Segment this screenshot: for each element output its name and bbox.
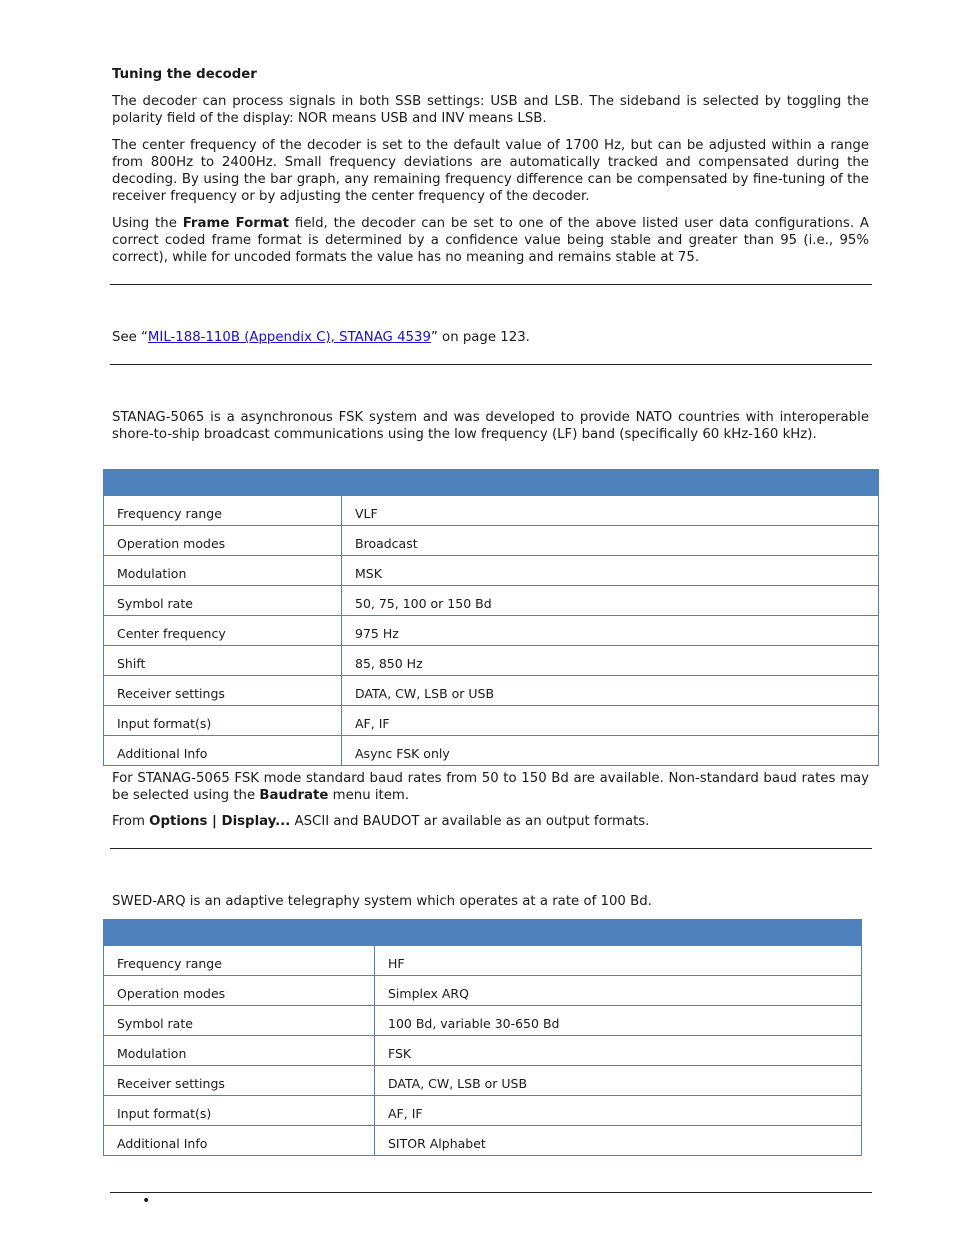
spec-value-cell: FSK [375,1036,862,1066]
options-display-label: Options | Display... [149,814,291,829]
spec-value-cell: Simplex ARQ [375,976,862,1006]
table-row [104,706,879,736]
table-header-row [104,470,879,496]
table-row [104,616,879,646]
stanag-note-text-a: For STANAG-5065 FSK mode standard baud rates from 50 to 150 Bd are available. Non-standard baud rates may be selected using the [112,771,869,803]
spec-label-cell: Frequency range [104,946,375,976]
table-row [104,1096,862,1126]
spec-label-cell: Center frequency [104,616,342,646]
spec-value-cell: AF, IF [375,1096,862,1126]
section-divider [110,364,872,365]
table-row [104,736,879,766]
stanag-intro: STANAG-5065 is a asynchronous FSK system and was developed to provide NATO countries with interoperable shore-to-ship broadcast communications using the low frequency (LF) band (specifically 60 kHz-160 kHz). [112,410,869,442]
spec-label-cell: Operation modes [104,526,342,556]
tuning-paragraph-3 [112,215,869,266]
table-row [104,556,879,586]
table-row [104,1126,862,1156]
table-row [104,1036,862,1066]
table-row [104,526,879,556]
stanag-baudrate-note [112,770,869,804]
table-header-row [104,920,862,946]
stanag-display-note [112,813,869,830]
spec-value-cell: HF [375,946,862,976]
spec-value-cell: SITOR Alphabet [375,1126,862,1156]
spec-label-cell: Modulation [104,556,342,586]
spec-label-cell: Frequency range [104,496,342,526]
spec-label-cell: Receiver settings [104,676,342,706]
tuning-paragraph-1: The decoder can process signals in both SSB settings: USB and LSB. The sideband is selected by toggling the polarity field of the display: NOR means USB and INV means LSB. [112,94,869,126]
table-row [104,586,879,616]
frame-format-label: Frame Format [182,216,289,231]
spec-value-cell: 975 Hz [342,616,879,646]
table-row [104,976,862,1006]
tuning-p3-text-a: Using the [112,216,183,231]
footer-divider [110,1192,872,1193]
table-row [104,646,879,676]
table-row [104,1006,862,1036]
see-prefix: See “ [112,330,148,345]
spec-label-cell: Symbol rate [104,586,342,616]
swed-spec-table [103,919,862,1156]
spec-value-cell: VLF [342,496,879,526]
spec-label-cell: Input format(s) [104,706,342,736]
table-row [104,946,862,976]
tuning-paragraph-2: The center frequency of the decoder is set to the default value of 1700 Hz, but can be adjusted within a range from 800Hz to 2400Hz. Small frequency deviations are automatically tracked and compensated during the decoding. By using the bar graph, any remaining frequency difference can be compensated by fine-tuning of the receiver frequency or by adjusting the center frequency of the decoder. [112,138,869,204]
spec-label-cell: Modulation [104,1036,375,1066]
spec-value-cell: DATA, CW, LSB or USB [375,1066,862,1096]
spec-value-cell: MSK [342,556,879,586]
spec-value-cell: Async FSK only [342,736,879,766]
spec-label-cell: Operation modes [104,976,375,1006]
table-header-cell [104,470,879,496]
stanag-note-text-b: menu item. [328,788,410,803]
swed-intro: SWED-ARQ is an adaptive telegraphy system which operates at a rate of 100 Bd. [112,894,652,909]
cross-reference-link[interactable]: MIL-188-110B (Appendix C), STANAG 4539 [147,330,431,345]
baudrate-menu-label: Baudrate [259,788,329,803]
stanag-spec-table [103,469,879,766]
spec-value-cell: DATA, CW, LSB or USB [342,676,879,706]
spec-value-cell: 85, 850 Hz [342,646,879,676]
spec-label-cell: Shift [104,646,342,676]
table-row [104,496,879,526]
spec-label-cell: Symbol rate [104,1006,375,1036]
display-note-text-b: ASCII and BAUDOT ar available as an output formats. [290,814,650,829]
spec-value-cell: Broadcast [342,526,879,556]
table-row [104,676,879,706]
display-note-text-a: From [112,814,150,829]
footer-bullet: • [142,1193,151,1209]
spec-label-cell: Additional Info [104,736,342,766]
see-suffix: ” on page 123. [430,330,530,345]
spec-value-cell: AF, IF [342,706,879,736]
table-row [104,1066,862,1096]
section-divider [110,284,872,285]
section-divider [110,848,872,849]
spec-value-cell: 100 Bd, variable 30-650 Bd [375,1006,862,1036]
section-heading-tuning: Tuning the decoder [112,67,257,82]
spec-value-cell: 50, 75, 100 or 150 Bd [342,586,879,616]
tuning-p3-text-b: field, the decoder can be set to one of the above listed user data configurations. A correct coded frame format is determined by a confidence value being stable and greater than 95 (i.e., 95% correct), while for uncoded formats the value has no meaning and remains stable at 75. [112,216,870,265]
spec-label-cell: Additional Info [104,1126,375,1156]
spec-label-cell: Receiver settings [104,1066,375,1096]
spec-label-cell: Input format(s) [104,1096,375,1126]
see-reference [112,329,869,346]
table-header-cell [104,920,862,946]
